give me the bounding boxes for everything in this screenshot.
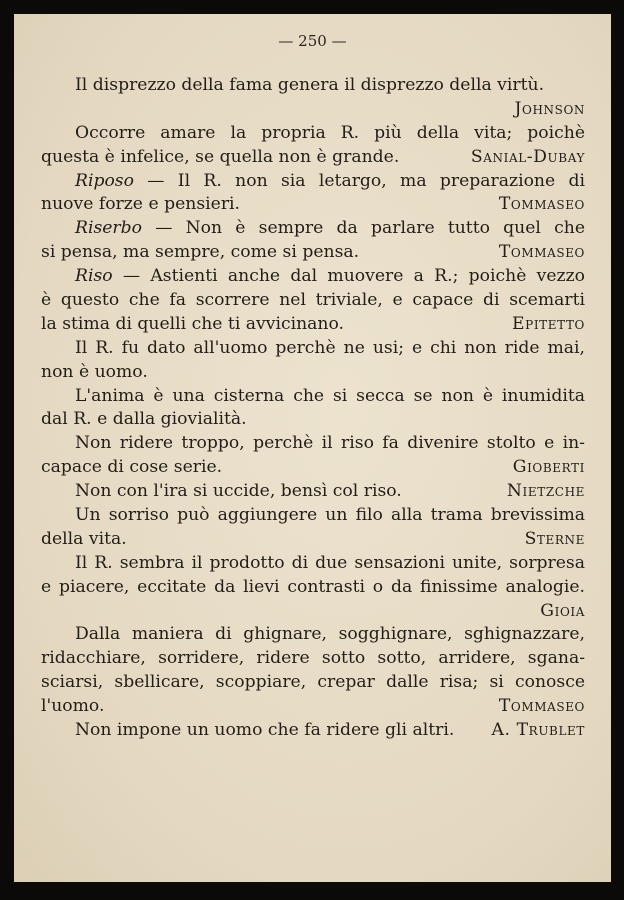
text-line-8 (41, 241, 585, 265)
line-text: è questo che fa scorrere nel triviale, e capace di scemarti (41, 290, 585, 311)
text-line-26 (41, 671, 585, 695)
line-text: Non impone un uomo che fa ridere gli altri. (75, 720, 455, 741)
text-line-28 (41, 719, 585, 743)
line-text: dal R. e dalla giovialità. (41, 409, 247, 430)
text-line-19 (41, 504, 585, 528)
line-text: Il R. sembra il prodotto di due sensazioni unite, sorpresa (75, 552, 585, 573)
quote-author: Nietzche (506, 481, 585, 502)
line-text: Dalla maniera di ghignare, sogghignare, sghignazzare, (75, 624, 585, 645)
line-text: e piacere, eccitate da lievi contrasti o da finissime analogie. (41, 576, 585, 597)
line-text: — Astienti anche dal muovere a R.; poichè vezzo (112, 266, 585, 287)
line-text: non è uomo. (41, 361, 148, 382)
line-text: — Il R. non sia letargo, ma preparazione di (133, 170, 585, 191)
quote-author: Tommaseo (498, 242, 585, 263)
line-text: L'anima è una cisterna che si secca se non è inumidita (75, 385, 585, 406)
line-text: della vita. (41, 528, 127, 549)
text-line-9 (41, 265, 585, 289)
line-text: sciarsi, sbellicare, scoppiare, crepar dalle risa; si conosce (41, 672, 585, 693)
line-text: questa è infelice, se quella non è grande. (41, 146, 400, 167)
text-line-13 (41, 361, 585, 385)
page-frame (5, 7, 618, 891)
text-line-24 (41, 623, 585, 647)
text-line-17 (41, 456, 585, 480)
line-text: Non ridere troppo, perchè il riso fa divenire stolto e in- (75, 433, 585, 454)
text-line-14 (41, 385, 585, 409)
line-text: Il R. fu dato all'uomo perchè ne usi; e chi non ride mai, (75, 337, 585, 358)
text-line-11 (41, 313, 585, 337)
text-line-2 (41, 98, 585, 122)
text-line-15 (41, 408, 585, 432)
text-line-22 (41, 576, 585, 600)
text-line-18 (41, 480, 585, 504)
quote-author: Sterne (524, 528, 585, 549)
text-line-5 (41, 170, 585, 194)
line-text: nuove forze e pensieri. (41, 194, 240, 215)
book-page (14, 14, 611, 882)
text-line-27 (41, 695, 585, 719)
text-line-20 (41, 528, 585, 552)
line-text: ridacchiare, sorridere, ridere sotto sotto, arridere, sgana- (41, 648, 585, 669)
quote-author: Gioberti (512, 457, 585, 478)
line-text: — Non è sempre da parlare tutto quel che (142, 218, 585, 239)
quote-author: Gioia (540, 600, 585, 621)
line-text: capace di cose serie. (41, 457, 223, 478)
text-line-4 (41, 146, 585, 170)
quotations-text (41, 74, 585, 743)
text-line-25 (41, 647, 585, 671)
line-text: Non con l'ira si uccide, bensì col riso. (75, 481, 402, 502)
line-text: l'uomo. (41, 696, 105, 717)
text-line-16 (41, 432, 585, 456)
text-line-3 (41, 122, 585, 146)
text-line-21 (41, 552, 585, 576)
entry-keyword: Riso (75, 266, 113, 287)
text-line-23 (41, 600, 585, 624)
text-line-7 (41, 217, 585, 241)
text-line-6 (41, 193, 585, 217)
line-text: Occorre amare la propria R. più della vita; poichè (75, 122, 585, 143)
line-text: Un sorriso può aggiungere un filo alla trama brevissima (75, 505, 585, 526)
quote-author: Epitetto (512, 313, 585, 334)
quote-author: Sanial-Dubay (470, 146, 585, 167)
line-text: Il disprezzo della fama genera il disprezzo della virtù. (75, 75, 545, 95)
quote-author: Tommaseo (498, 696, 585, 717)
entry-keyword: Riposo (75, 170, 134, 191)
text-line-12 (41, 337, 585, 361)
quote-author: A. Trublet (491, 720, 585, 741)
text-line-1 (41, 74, 585, 98)
page-number: — 250 — (278, 32, 347, 50)
quote-author: Johnson (514, 98, 585, 119)
entry-keyword: Riserbo (75, 218, 142, 239)
line-text: si pensa, ma sempre, come si pensa. (41, 242, 360, 263)
line-text: la stima di quelli che ti avvicinano. (41, 313, 344, 334)
text-line-10 (41, 289, 585, 313)
quote-author: Tommaseo (498, 194, 585, 215)
